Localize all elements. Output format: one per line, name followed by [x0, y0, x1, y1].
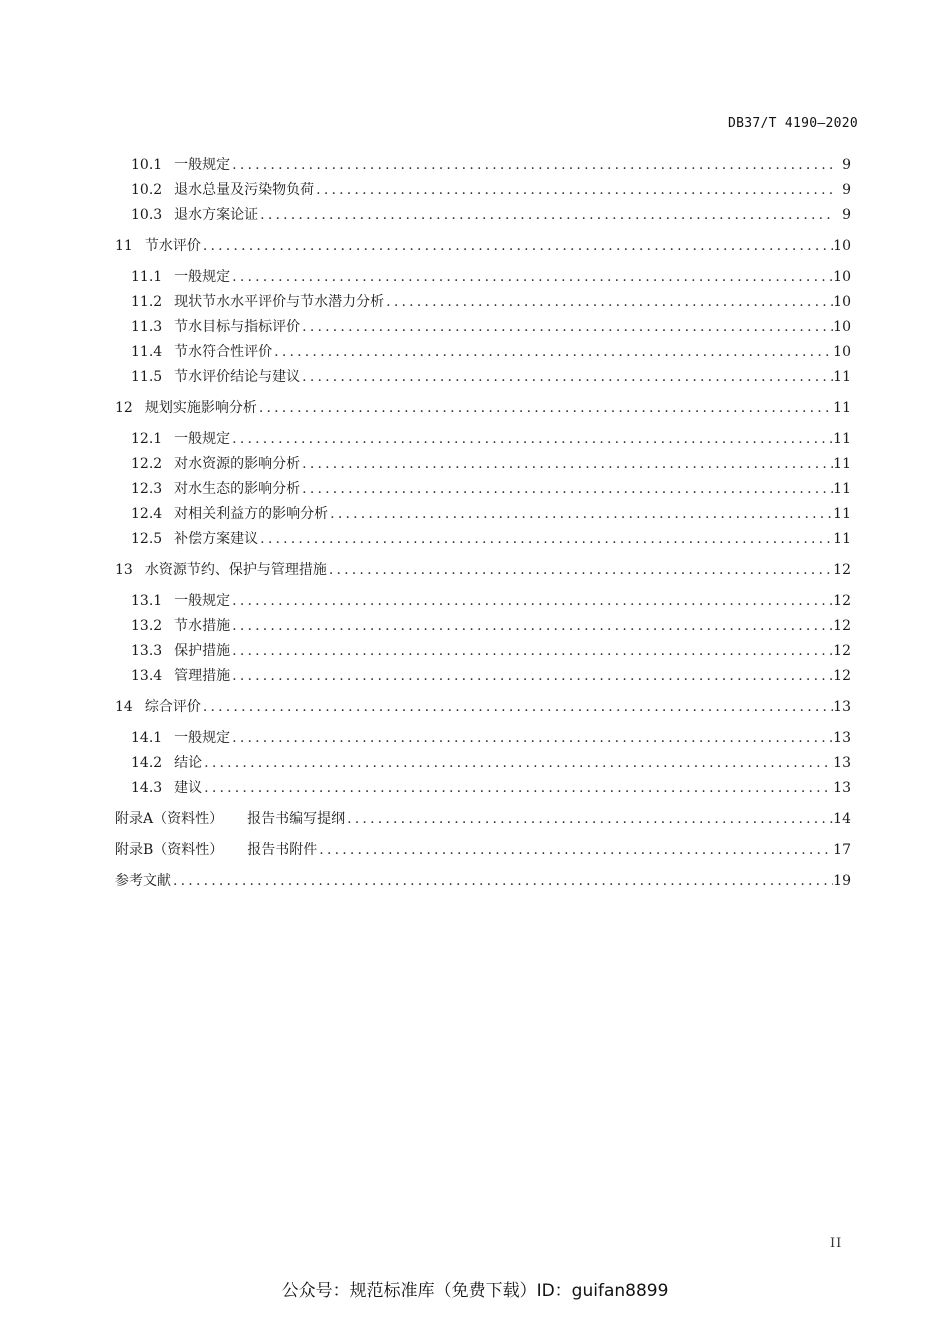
toc-page: 11	[833, 531, 851, 547]
toc-title: 综合评价	[144, 699, 201, 715]
leader-dots	[201, 697, 833, 717]
leader-dots	[300, 454, 833, 474]
toc-title: 现状节水水平评价与节水潜力分析	[174, 294, 385, 310]
toc-page: 11	[833, 456, 851, 472]
toc-title: 保护措施	[174, 643, 231, 659]
leader-dots	[300, 317, 833, 337]
toc-title: 管理措施	[174, 668, 231, 684]
toc-entry[interactable]	[131, 454, 851, 474]
leader-dots	[314, 180, 833, 200]
toc-page: 13	[833, 730, 851, 746]
leader-dots	[258, 205, 833, 225]
toc-entry[interactable]	[131, 778, 851, 798]
toc-entry[interactable]	[131, 342, 851, 362]
leader-dots	[230, 666, 833, 686]
toc-page: 10	[833, 269, 851, 285]
toc-entry[interactable]	[131, 529, 851, 549]
toc-page: 19	[833, 873, 851, 889]
toc-page: 10	[833, 344, 851, 360]
toc-page: 12	[833, 593, 851, 609]
toc-title: 报告书附件	[247, 842, 318, 858]
toc-page: 13	[833, 699, 851, 715]
toc-entry[interactable]	[131, 205, 851, 225]
toc-title: 对相关利益方的影响分析	[174, 506, 329, 522]
toc-title: 节水目标与指标评价	[174, 319, 301, 335]
toc-entry[interactable]	[131, 292, 851, 312]
toc-entry[interactable]	[131, 317, 851, 337]
toc-page: 12	[833, 562, 851, 578]
toc-entry[interactable]	[131, 267, 851, 287]
toc-title: 退水方案论证	[174, 207, 259, 223]
leader-dots	[257, 398, 833, 418]
leader-dots	[300, 367, 833, 387]
toc-page: 9	[842, 207, 851, 223]
toc-number: 11	[115, 238, 133, 254]
leader-dots	[300, 479, 833, 499]
toc-title: 节水评价	[144, 238, 201, 254]
footer-watermark-text: 公众号：规范标准库（免费下载）ID：guifan8899	[281, 1281, 669, 1301]
toc-page: 12	[833, 643, 851, 659]
toc-page: 13	[833, 780, 851, 796]
toc-page: 9	[842, 182, 851, 198]
toc-title: 一般规定	[174, 730, 231, 746]
leader-dots	[230, 616, 833, 636]
toc-title: 一般规定	[174, 431, 231, 447]
toc-page: 10	[833, 238, 851, 254]
toc-title: 节水措施	[174, 618, 231, 634]
toc-number: 13.4	[131, 668, 163, 684]
toc-number: 13.2	[131, 618, 163, 634]
toc-references-entry[interactable]	[115, 871, 851, 891]
toc-page: 11	[833, 506, 851, 522]
toc-chapter-entry[interactable]	[115, 236, 851, 256]
toc-title: 结论	[174, 755, 203, 771]
toc-page: 10	[833, 294, 851, 310]
toc-entry[interactable]	[131, 504, 851, 524]
leader-dots	[230, 155, 833, 175]
toc-number: 14.2	[131, 755, 163, 771]
toc-chapter-entry[interactable]	[115, 697, 851, 717]
leader-dots	[384, 292, 833, 312]
toc-page: 12	[833, 668, 851, 684]
toc-number: 13.3	[131, 643, 163, 659]
leader-dots	[171, 871, 833, 891]
toc-title: 补偿方案建议	[174, 531, 259, 547]
toc-title: 建议	[174, 780, 203, 796]
toc-page: 14	[833, 811, 851, 827]
toc-title: 对水资源的影响分析	[174, 456, 301, 472]
toc-appendix-entry[interactable]	[115, 809, 851, 829]
toc-chapter-entry[interactable]	[115, 560, 851, 580]
toc-entry[interactable]	[131, 666, 851, 686]
toc-title: 水资源节约、保护与管理措施	[144, 562, 327, 578]
toc-title: 节水符合性评价	[174, 344, 273, 360]
toc-appendix-entry[interactable]	[115, 840, 851, 860]
toc-number: 14.1	[131, 730, 163, 746]
toc-number: 14.3	[131, 780, 163, 796]
toc-number: 11.1	[131, 269, 163, 285]
toc-entry[interactable]	[131, 155, 851, 175]
toc-number: 13.1	[131, 593, 163, 609]
toc-title: 节水评价结论与建议	[174, 369, 301, 385]
toc-number: 11.3	[131, 319, 163, 335]
toc-entry[interactable]	[131, 641, 851, 661]
toc-title: 一般规定	[174, 593, 231, 609]
toc-page: 10	[833, 319, 851, 335]
leader-dots	[272, 342, 833, 362]
toc-number: 附录B（资料性）	[115, 842, 224, 858]
toc-entry[interactable]	[131, 728, 851, 748]
toc-page: 9	[842, 157, 851, 173]
leader-dots	[230, 429, 833, 449]
toc-number: 10.1	[131, 157, 163, 173]
leader-dots	[230, 267, 833, 287]
toc-entry[interactable]	[131, 616, 851, 636]
toc-chapter-entry[interactable]	[115, 398, 851, 418]
standard-code: DB37/T 4190—2020	[727, 116, 858, 131]
toc-number: 11.2	[131, 294, 163, 310]
leader-dots	[230, 728, 833, 748]
toc-number: 12.2	[131, 456, 163, 472]
toc-title: 退水总量及污染物负荷	[174, 182, 315, 198]
toc-page: 11	[833, 400, 851, 416]
toc-number: 14	[115, 699, 133, 715]
toc-number: 12	[115, 400, 133, 416]
toc-entry[interactable]	[131, 753, 851, 773]
toc-number: 11.4	[131, 344, 163, 360]
leader-dots	[345, 809, 833, 829]
leader-dots	[201, 236, 833, 256]
toc-title: 一般规定	[174, 157, 231, 173]
leader-dots	[317, 840, 833, 860]
leader-dots	[258, 529, 833, 549]
toc-number: 11.5	[131, 369, 163, 385]
toc-title: 规划实施影响分析	[144, 400, 257, 416]
toc-title: 参考文献	[115, 873, 171, 889]
toc-title: 对水生态的影响分析	[174, 481, 301, 497]
leader-dots	[328, 504, 833, 524]
toc-entry[interactable]	[131, 367, 851, 387]
toc-page: 11	[833, 481, 851, 497]
toc-title: 一般规定	[174, 269, 231, 285]
toc-entry[interactable]	[131, 180, 851, 200]
leader-dots	[202, 778, 833, 798]
toc-number: 13	[115, 562, 133, 578]
toc-number: 附录A（资料性）	[115, 811, 224, 827]
toc-entry[interactable]	[131, 591, 851, 611]
toc-entry[interactable]	[131, 479, 851, 499]
page-number: II	[830, 1236, 843, 1251]
toc-number: 10.2	[131, 182, 163, 198]
toc-page: 17	[833, 842, 851, 858]
toc-page: 11	[833, 431, 851, 447]
toc-number: 12.4	[131, 506, 163, 522]
leader-dots	[230, 641, 833, 661]
toc-page: 12	[833, 618, 851, 634]
toc-entry[interactable]	[131, 429, 851, 449]
toc-page: 13	[833, 755, 851, 771]
toc-page: 11	[833, 369, 851, 385]
toc-number: 12.5	[131, 531, 163, 547]
toc-number: 12.3	[131, 481, 163, 497]
leader-dots	[202, 753, 833, 773]
toc-title: 报告书编写提纲	[247, 811, 346, 827]
toc-number: 12.1	[131, 431, 163, 447]
toc-number: 10.3	[131, 207, 163, 223]
leader-dots	[230, 591, 833, 611]
leader-dots	[327, 560, 833, 580]
